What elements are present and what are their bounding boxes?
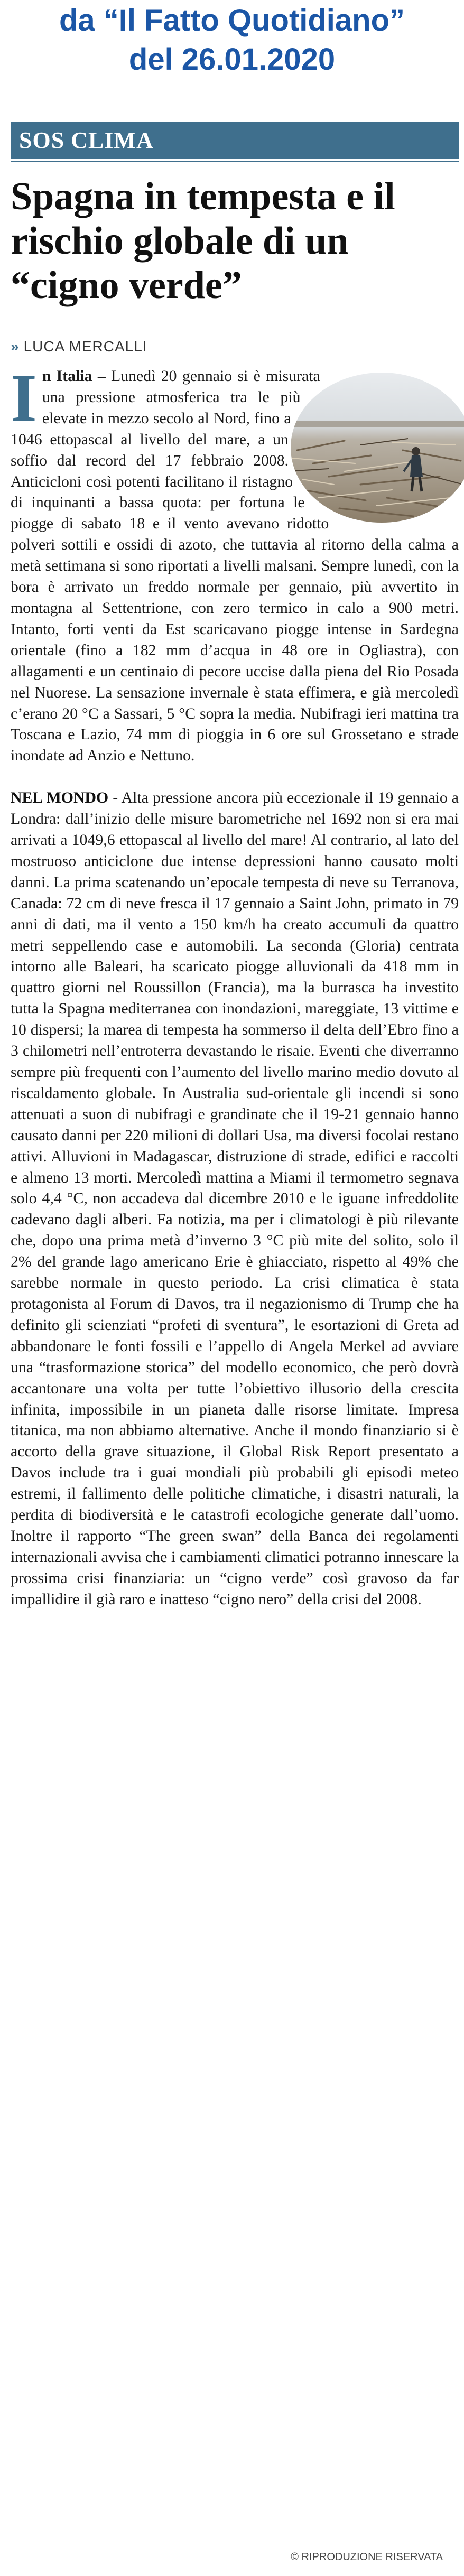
source-line-newspaper: da “Il Fatto Quotidiano”	[59, 3, 405, 38]
flood-debris-photo	[281, 371, 464, 524]
byline	[11, 338, 147, 355]
kicker-nel-mondo: NEL MONDO	[11, 789, 109, 807]
section-bar	[11, 122, 459, 159]
drop-cap: I	[11, 360, 37, 435]
source-note	[0, 0, 464, 79]
source-line-date: del 26.01.2020	[128, 42, 336, 77]
article-body	[11, 360, 459, 1610]
lead-italia: n Italia	[42, 367, 92, 385]
paragraph-italia	[11, 360, 459, 766]
byline-author: LUCA MERCALLI	[23, 338, 147, 355]
copyright-notice: © RIPRODUZIONE RISERVATA	[291, 2551, 443, 2563]
section-label: SOS CLIMA	[19, 127, 154, 153]
headline: Spagna in tempesta e il rischio globale di un “cigno verde”	[11, 175, 395, 307]
paragraph-mondo-text: - Alta pressione ancora più eccezionale il 19 gennaio a Londra: dall’inizio delle misure barometriche nel 1692 non si era mai arrivati a 1049,6 ettopascal al livello del mare! Al contrario, al lato del mostruoso anticiclone due intense depressioni hanno causato molti danni. La prima scatenando un’epocale tempesta di neve su Terranova, Canada: 72 cm di neve fresca il 17 gennaio a Saint John, primato in 79 anni di dati, ma il vento a 150 km/h ha creato accumuli da quattro metri seppellendo case e automobili. La seconda (Gloria) centrata intorno alle Baleari, ha scaricato piogge alluvionali da 418 mm in quattro giorni nel Roussillon (Francia), ma la burrasca ha investito tutta la Spagna mediterranea con inondazioni, mareggiate, 13 vittime e 10 dispersi; la marea di tempesta ha sommerso il delta dell’Ebro fino a 3 chilometri nell’entroterra devastando le risaie. Eventi che diverranno sempre più frequenti con l’aumento del livello marino medio dovuto al riscaldamento globale. In Australia sud-orientale gli incendi si sono attenuati a suon di nubifragi e grandinate che il 19-21 gennaio hanno causato danni per 220 milioni di dollari Usa, ma diversi focolai restano attivi. Alluvioni in Madagascar, distruzione di strade, edifici e raccolti e almeno 13 morti. Mercoledì mattina a Miami il termometro segnava solo 4,4 °C, non accadeva dal dicembre 2010 e le iguane infreddolite cadevano dagli alberi. Fa notizia, ma per i climatologi è più rilevante che, dopo una prima metà d’inverno 3 °C più mite del solito, solo il 2% del grande lago americano Erie è ghiacciato, rispetto al 49% che sarebbe normale in questo periodo. La crisi climatica è stata protagonista al Forum di Davos, tra il negazionismo di Trump che ha definito gli scienziati “profeti di sventura”, le esortazioni di Greta ad abbandonare le fonti fossili e l’appello di Angela Merkel ad avviare una “trasformazione storica” del modello economico, che però dovrà accantonare una volta per tutte l’obiettivo illusorio della crescita infinita, impossibile in un pianeta dalle risorse limitate. Impresa titanica, ma non abbiamo alternative. Anche il mondo finanziario si è accorto della grave situazione, il Global Risk Report presentato a Davos include tra i guai mondiali più probabili gli episodi meteo estremi, il fallimento delle politiche climatiche, i disastri naturali, la perdita di biodiversità e le catastrofi ecologiche generate dall’uomo. Inoltre il rapporto “The green swan” della Banca dei regolamenti internazionali avvisa che i cambiamenti climatici potranno innescare la prossima crisi finanziaria: un “cigno verde” così gravoso da far impallidire il già raro e inatteso “cigno nero” della crisi del 2008.	[11, 789, 459, 1608]
paragraph-italia-text: – Lunedì 20 gennaio si è misurata una pressione atmosferica tra le più elevate in mezzo secolo al Nord, fino a 1046 ettopascal al livello del mare, a un soffio dal record del 17 febbraio 2008. Anticicloni così potenti facilitano il ristagno di inquinanti a bassa quota: per fortuna le piogge di sabato 18 e il vento avevano ridotto polveri sottili e ossidi di azoto, che tuttavia al ritorno della calma a metà settimana si sono riportati a livelli malsani. Sempre lunedì, con la bora è arrivato un freddo normale per gennaio, più avvertito in montagna al Settentrione, con zero termico in calo a 900 metri. Intanto, forti venti da Est scaricavano piogge intense in Sardegna orientale (fino a 182 mm d’acqua in 48 ore in Ogliastra), con allagamenti e un centinaio di pecore uccise dalla piena del Rio Posada nel Nuorese. La sensazione invernale è stata effimera, e già mercoledì c’erano 20 °C a Sassari, 5 °C sopra la media. Nubifragi ieri mattina tra Toscana e Lazio, 74 mm di pioggia in 6 ore sul Grossetano e strade inondate ad Anzio e Nettuno.	[11, 367, 459, 765]
byline-marker: »	[11, 338, 20, 355]
section-divider	[11, 161, 459, 162]
paragraph-mondo	[11, 787, 459, 1610]
